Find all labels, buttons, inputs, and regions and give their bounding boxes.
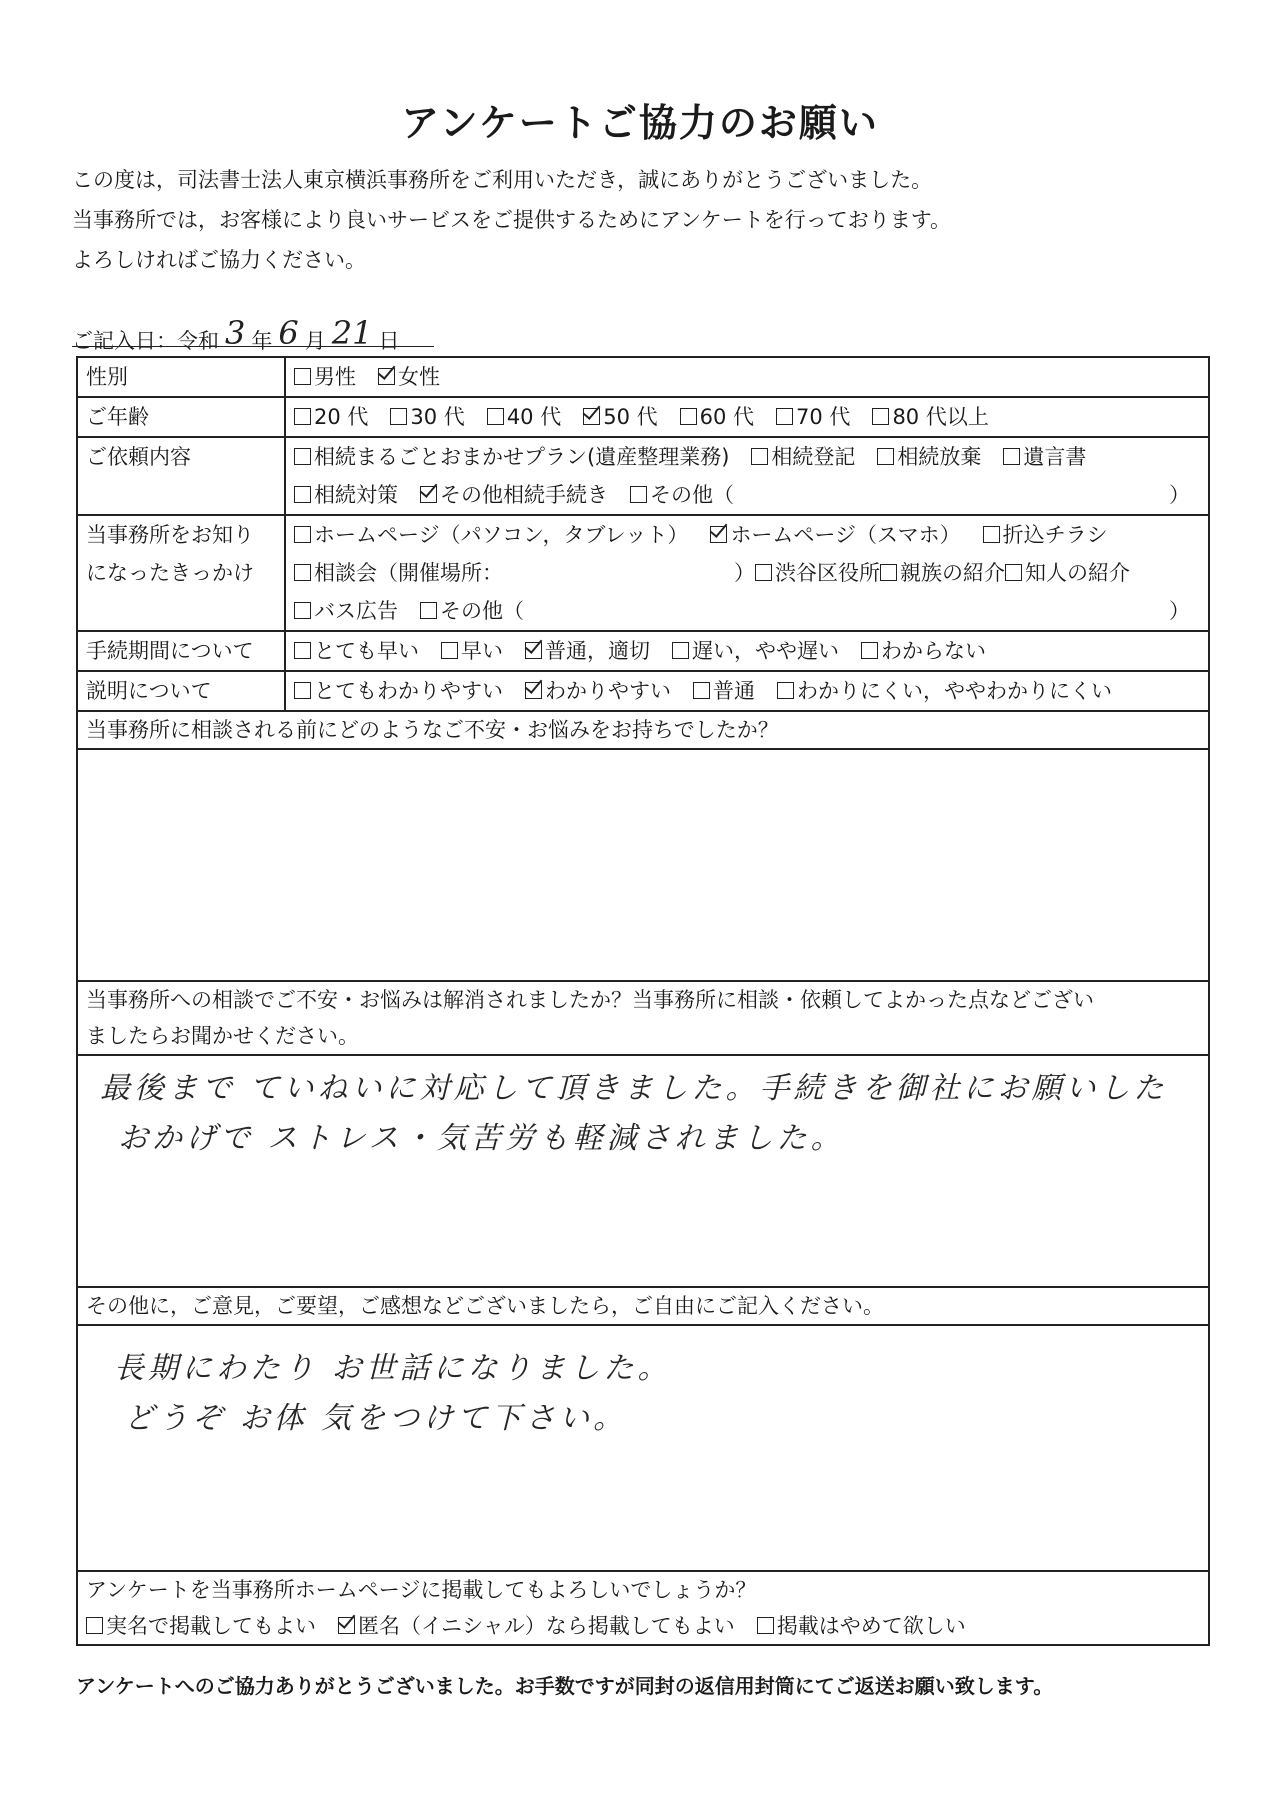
option-label: 相続まるごとおまかせプラン(遺産整理業務) [314, 445, 730, 469]
request-label [77, 437, 285, 515]
option-label: 相談会（開催場所： [314, 561, 503, 585]
option-label: 普通，適切 [545, 639, 650, 663]
option-line [294, 516, 1200, 554]
question-text: アンケートを当事務所ホームページに掲載してもよろしいでしょうか？ [86, 1578, 757, 1602]
option-line [294, 672, 1200, 710]
checkbox-option[interactable] [441, 632, 503, 670]
option-label: 女性 [398, 365, 440, 389]
label-text: ご年齢 [86, 405, 149, 429]
checkbox[interactable] [757, 1617, 774, 1634]
checkbox[interactable] [877, 448, 894, 465]
label-text: 手続期間について [86, 639, 254, 663]
request-options [285, 437, 1209, 515]
checkbox-option[interactable] [861, 632, 986, 670]
checkbox-option[interactable] [294, 554, 734, 592]
checkbox-option[interactable] [1003, 438, 1086, 476]
checkbox-option[interactable] [294, 438, 729, 476]
checkbox-option[interactable] [294, 592, 398, 630]
close-paren: ） [1169, 599, 1190, 623]
question-text: 当事務所に相談される前にどのようなご不安・お悩みをお持ちでしたか？ [86, 718, 779, 742]
checkbox-option[interactable] [1005, 554, 1130, 592]
checkbox-option[interactable] [777, 672, 1112, 710]
checkbox[interactable] [294, 448, 311, 465]
option-group [755, 561, 1130, 585]
label-text: になったきっかけ [86, 561, 254, 585]
question-text: 当事務所への相談でご不安・お悩みは解消されましたか？当事務所に相談・依頼してよかった点などござい [86, 988, 1094, 1012]
date-prefix: ご記入日：令和 [72, 329, 219, 353]
checkbox-option[interactable] [872, 398, 988, 436]
day-unit: 日 [378, 329, 400, 353]
q1-answer-area[interactable] [77, 749, 1209, 981]
option-label: その他（ [650, 483, 734, 507]
option-label: 相続対策 [314, 483, 398, 507]
publish-section [77, 1571, 1209, 1645]
answer-text: どうぞ お体 気をつけて下さい。 [124, 1401, 628, 1436]
option-label: 男性 [314, 365, 356, 389]
option-line [294, 554, 1200, 592]
option-label: 30 代 [410, 405, 465, 429]
option-label: 相続放棄 [897, 445, 982, 469]
checkbox[interactable] [294, 486, 311, 503]
option-label: バス広告 [314, 599, 398, 623]
checkbox[interactable] [294, 526, 311, 543]
checkbox-option[interactable] [525, 632, 650, 670]
checkbox-option[interactable] [583, 398, 657, 436]
checkbox[interactable] [420, 602, 437, 619]
intro-line: よろしければご協力ください。 [72, 248, 366, 272]
checkbox[interactable] [487, 408, 504, 425]
checkbox-checked[interactable] [338, 1617, 355, 1634]
answer-text: 最後まで ていねいに対応して頂きました。手続きを御社にお願いした [100, 1071, 1168, 1106]
checkbox-option[interactable] [294, 358, 356, 396]
checkbox-option[interactable] [525, 672, 671, 710]
option-label: 50 代 [603, 405, 658, 429]
checkbox[interactable] [294, 564, 311, 581]
option-line [294, 632, 1200, 670]
option-label: わかりやすい [545, 679, 671, 703]
checkbox-option[interactable] [751, 438, 855, 476]
checkbox[interactable] [86, 1617, 103, 1634]
checkbox[interactable] [441, 642, 458, 659]
checkbox-option[interactable] [294, 398, 368, 436]
checkbox-option[interactable] [693, 672, 755, 710]
source-label [77, 515, 285, 631]
period-options [285, 631, 1209, 671]
option-label: ホームページ（パソコン，タブレット） [314, 523, 689, 547]
year-unit: 年 [251, 329, 273, 353]
question-text: その他に，ご意見，ご要望，ご感想などございましたら，ご自由にご記入ください。 [86, 1294, 884, 1318]
option-label: 70 代 [796, 405, 851, 429]
option-label: ホームページ（スマホ） [730, 523, 961, 547]
option-label: とても早い [314, 639, 419, 663]
entry-date [72, 314, 400, 356]
option-line [294, 438, 1200, 476]
q2-answer-area[interactable] [77, 1055, 1209, 1287]
checkbox-option[interactable] [630, 476, 734, 514]
option-label: 普通 [713, 679, 755, 703]
age-label [77, 397, 285, 437]
closing-text: アンケートへのご協力ありがとうございました。お手数ですが同封の返信用封筒にてご返送お願い致します。 [76, 1674, 1054, 1698]
explain-label [77, 671, 285, 711]
answer-text: 長期にわたり お世話になりました。 [114, 1351, 672, 1386]
option-label: 実名で掲載してもよい [106, 1614, 316, 1638]
date-year[interactable]: 3 [225, 314, 246, 352]
checkbox[interactable] [630, 486, 647, 503]
option-label: わからない [881, 639, 986, 663]
checkbox-option[interactable] [776, 398, 850, 436]
checkbox-option[interactable] [877, 438, 981, 476]
checkbox[interactable] [294, 642, 311, 659]
survey-table [76, 356, 1210, 1646]
option-label: 匿名（イニシャル）なら掲載してもよい [358, 1614, 735, 1638]
q2-question [77, 981, 1209, 1055]
checkbox[interactable] [294, 408, 311, 425]
option-label: 40 代 [506, 405, 562, 429]
checkbox[interactable] [294, 368, 311, 385]
option-label: 遅い，やや遅い [692, 639, 839, 663]
date-underline [72, 346, 434, 347]
option-label: 知人の紹介 [1025, 561, 1130, 585]
option-label: 早い [461, 639, 503, 663]
checkbox[interactable] [872, 408, 889, 425]
checkbox[interactable] [983, 526, 1000, 543]
period-label [77, 631, 285, 671]
close-paren: ） [734, 561, 755, 585]
intro-text [72, 160, 951, 280]
option-line [86, 1608, 1200, 1644]
checkbox-option[interactable] [390, 398, 464, 436]
checkbox[interactable] [680, 408, 697, 425]
option-label: 親族の紹介 [900, 561, 1005, 585]
checkbox[interactable] [777, 682, 794, 699]
option-label: 渋谷区役所 [775, 561, 880, 585]
option-line [294, 358, 1200, 396]
option-label: わかりにくい，ややわかりにくい [797, 679, 1112, 703]
checkbox-checked[interactable] [378, 368, 395, 385]
label-text: ご依頼内容 [86, 445, 191, 469]
checkbox[interactable] [294, 602, 311, 619]
checkbox[interactable] [294, 682, 311, 699]
checkbox-option[interactable] [487, 398, 561, 436]
checkbox-option[interactable] [983, 516, 1108, 554]
intro-line: この度は，司法書士法人東京横浜事務所をご利用いただき，誠にありがとうございました。 [72, 168, 933, 192]
checkbox-checked[interactable] [525, 642, 542, 659]
close-paren: ） [1169, 483, 1190, 507]
checkbox[interactable] [751, 448, 768, 465]
q3-question [77, 1287, 1209, 1325]
checkbox-option[interactable] [294, 516, 688, 554]
checkbox-option[interactable] [294, 476, 398, 514]
option-label: 掲載はやめて欲しい [776, 1614, 966, 1638]
checkbox-option[interactable] [378, 358, 440, 396]
date-month[interactable]: 6 [278, 314, 299, 352]
checkbox-checked[interactable] [710, 526, 727, 543]
label-text: 性別 [86, 365, 128, 389]
gender-label [77, 357, 285, 397]
option-label: その他相続手続き [440, 483, 608, 507]
q1-question [77, 711, 1209, 749]
checkbox-checked[interactable] [525, 682, 542, 699]
option-label: その他（ [440, 599, 524, 623]
checkbox-option[interactable] [294, 672, 503, 710]
option-label: 折込チラシ [1002, 523, 1108, 547]
intro-line: 当事務所では，お客様により良いサービスをご提供するためにアンケートを行っております。 [72, 208, 952, 232]
checkbox-option[interactable] [294, 632, 419, 670]
checkbox-option[interactable] [680, 398, 754, 436]
checkbox[interactable] [390, 408, 407, 425]
checkbox-option[interactable] [880, 554, 1005, 592]
q3-answer-area[interactable] [77, 1325, 1209, 1571]
option-label: 80 代以上 [892, 405, 989, 429]
checkbox-checked[interactable] [583, 408, 600, 425]
checkbox-option[interactable] [757, 1608, 966, 1644]
checkbox[interactable] [776, 408, 793, 425]
option-group [294, 483, 756, 507]
page-title: アンケートご協力のお願い [401, 101, 879, 145]
option-group [294, 599, 546, 623]
checkbox[interactable] [672, 642, 689, 659]
checkbox[interactable] [880, 564, 897, 581]
explain-options [285, 671, 1209, 711]
month-unit: 月 [304, 329, 326, 353]
checkbox-option[interactable] [755, 554, 880, 592]
checkbox-option[interactable] [338, 1608, 735, 1644]
option-label: 相続登記 [771, 445, 856, 469]
age-options [285, 397, 1209, 437]
answer-text: おかげで ストレス・気苦労も軽減されました。 [118, 1121, 845, 1156]
option-line [294, 476, 1200, 514]
option-label: とてもわかりやすい [314, 679, 503, 703]
checkbox-option[interactable] [672, 632, 839, 670]
checkbox[interactable] [755, 564, 772, 581]
checkbox[interactable] [861, 642, 878, 659]
date-day[interactable]: 21 [331, 314, 373, 352]
option-line [294, 592, 1200, 630]
checkbox-option[interactable] [86, 1608, 316, 1644]
label-text: 当事務所をお知り [86, 523, 254, 547]
checkbox-option[interactable] [420, 592, 524, 630]
label-text: 説明について [86, 679, 212, 703]
checkbox[interactable] [693, 682, 710, 699]
question-text: ましたらお聞かせください。 [86, 1024, 359, 1048]
option-label: 遺言書 [1023, 445, 1087, 469]
checkbox[interactable] [1005, 564, 1022, 581]
option-label: 20 代 [314, 405, 369, 429]
checkbox[interactable] [1003, 448, 1020, 465]
checkbox-option[interactable] [710, 516, 960, 554]
checkbox-checked[interactable] [420, 486, 437, 503]
source-options [285, 515, 1209, 631]
option-line [294, 398, 1200, 436]
checkbox-option[interactable] [420, 476, 608, 514]
gender-options [285, 357, 1209, 397]
option-label: 60 代 [699, 405, 755, 429]
